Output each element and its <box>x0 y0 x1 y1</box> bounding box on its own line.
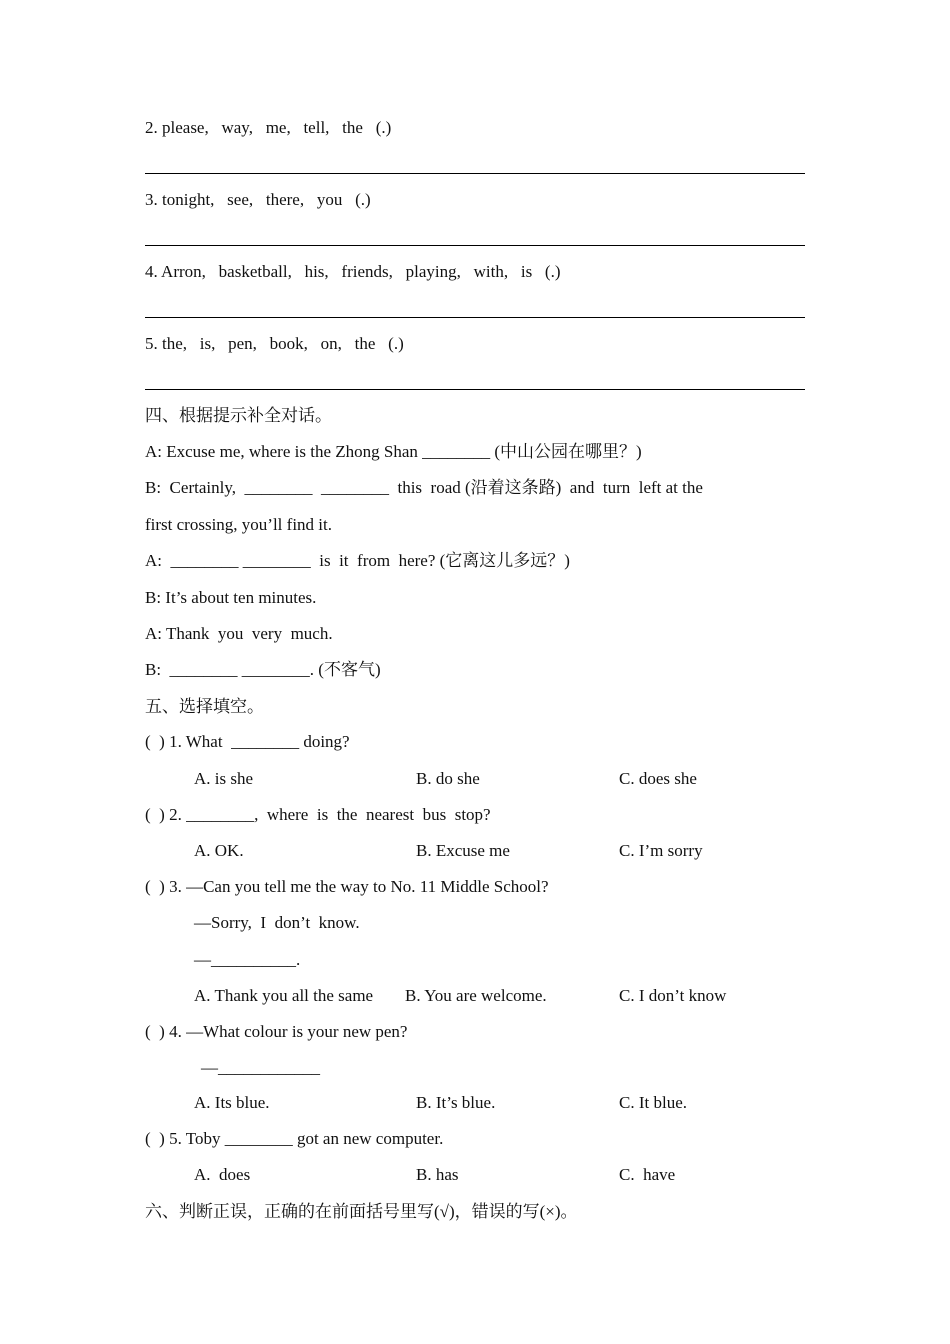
question-3-blank: —__________. <box>194 950 301 969</box>
question-3-dialogue: —Sorry, I don’t know. <box>194 913 360 932</box>
dialogue-line: B: ________ ________. (不客气) <box>145 660 381 679</box>
option-b: B. It’s blue. <box>416 1093 496 1112</box>
dialogue-line: A: ________ ________ is it from here? (它离这儿多远？) <box>145 551 570 570</box>
answer-line <box>145 245 805 246</box>
option-c: C. have <box>619 1165 676 1184</box>
section6-heading: 六、判断正误，正确的在前面括号里写(√)，错误的写(×)。 <box>145 1202 578 1221</box>
option-c: C. I don’t know <box>619 986 727 1005</box>
dialogue-line: B: It’s about ten minutes. <box>145 588 317 607</box>
dialogue-line: A: Excuse me, where is the Zhong Shan ________ (中山公园在哪里？) <box>145 442 642 461</box>
option-a: A. OK. <box>194 841 244 860</box>
question-3: ( ) 3. —Can you tell me the way to No. 11 Middle School? <box>145 877 549 896</box>
option-b: B. Excuse me <box>416 841 510 860</box>
option-a: A. Its blue. <box>194 1093 270 1112</box>
option-b: B. has <box>416 1165 459 1184</box>
option-c: C. I’m sorry <box>619 841 703 860</box>
option-b: B. do she <box>416 769 480 788</box>
dialogue-line: A: Thank you very much. <box>145 624 333 643</box>
question-1: ( ) 1. What ________ doing? <box>145 732 350 751</box>
sentence-item-3: 3. tonight, see, there, you (.) <box>145 190 371 209</box>
answer-line <box>145 173 805 174</box>
option-a: A. does <box>194 1165 251 1184</box>
option-a: A. Thank you all the same <box>194 986 374 1005</box>
option-c: C. does she <box>619 769 697 788</box>
question-4: ( ) 4. —What colour is your new pen? <box>145 1022 408 1041</box>
answer-line <box>145 317 805 318</box>
sentence-item-5: 5. the, is, pen, book, on, the (.) <box>145 334 404 353</box>
option-b: B. You are welcome. <box>405 986 547 1005</box>
dialogue-line: first crossing, you’ll find it. <box>145 515 332 534</box>
question-4-blank: —____________ <box>201 1058 320 1077</box>
question-2: ( ) 2. ________, where is the nearest bus stop? <box>145 805 491 824</box>
dialogue-line: B: Certainly, ________ ________ this road (沿着这条路) and turn left at the <box>145 478 703 497</box>
question-5: ( ) 5. Toby ________ got an new computer. <box>145 1129 444 1148</box>
section5-heading: 五、选择填空。 <box>145 697 264 716</box>
section4-heading: 四、根据提示补全对话。 <box>145 406 332 425</box>
sentence-item-2: 2. please, way, me, tell, the (.) <box>145 118 392 137</box>
option-c: C. It blue. <box>619 1093 687 1112</box>
option-a: A. is she <box>194 769 254 788</box>
answer-line <box>145 389 805 390</box>
sentence-item-4: 4. Arron, basketball, his, friends, playing, with, is (.) <box>145 262 561 281</box>
